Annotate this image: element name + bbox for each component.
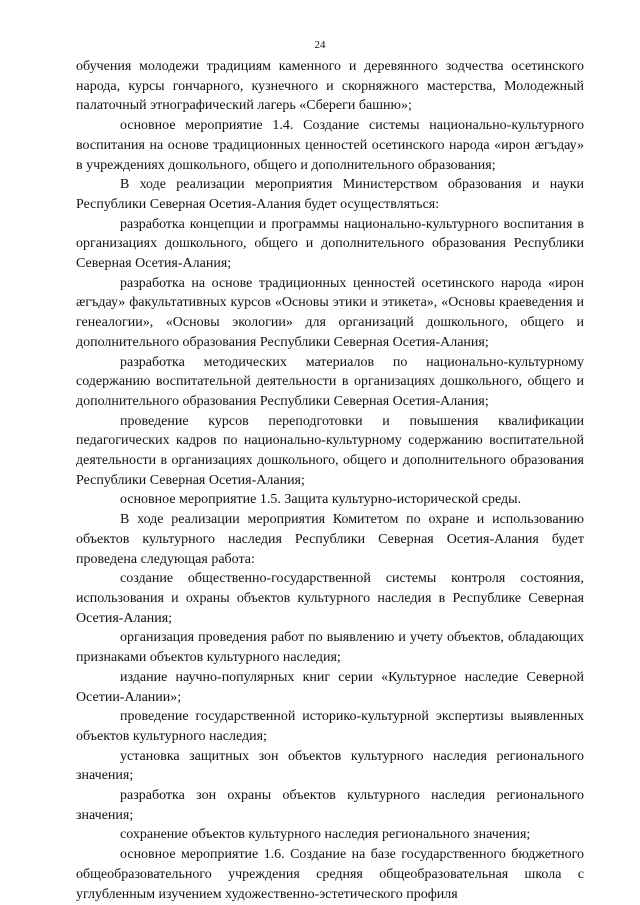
paragraph: основное мероприятие 1.5. Защита культурно-исторической среды.: [120, 492, 522, 508]
paragraph: издание научно-популярных книг серии «Культурное наследие Северной Осетии-Алании»;: [76, 669, 584, 705]
paragraph: основное мероприятие 1.6. Создание на базе государственного бюджетного общеобразовательного учреждения средняя общеобразовательная школа с углубленным изучением художественно-эстетического профиля: [76, 847, 584, 902]
paragraph: сохранение объектов культурного наследия регионального значения;: [120, 827, 531, 843]
paragraph: разработка концепции и программы национально-культурного воспитания в организациях дошкольного, общего и дополнительного образования Республики Северная Осетия-Алания;: [76, 216, 584, 272]
paragraph: проведение курсов переподготовки и повышения квалификации педагогических кадров по национально-культурному содержанию воспитательной деятельности в организациях дошкольного, общего и дополнительного образования Республики Северная Осетия-Алания;: [76, 413, 584, 488]
page-number: 24: [314, 39, 326, 51]
paragraph: В ходе реализации мероприятия Министерством образования и науки Республики Северная Осетия-Алания будет осуществляться:: [76, 177, 584, 212]
paragraph: установка защитных зон объектов культурного наследия регионального значения;: [76, 748, 584, 784]
paragraph: создание общественно-государственной системы контроля состояния, использования и охраны объектов культурного наследия в Республике Северная Осетия-Алания;: [76, 571, 584, 626]
paragraph: организация проведения работ по выявлению и учету объектов, обладающих признаками объектов культурного наследия;: [76, 630, 584, 666]
paragraph: разработка на основе традиционных ценностей осетинского народа «ирон ӕгъдау» факультативных курсов «Основы этики и этикета», «Основы краеведения и генеалогии», «Основы экологии» для организаций дошкольного, общего и дополнительного образования Республики Северная Осетия-Алания;: [76, 275, 584, 350]
document-body: [76, 57, 584, 904]
paragraph: разработка зон охраны объектов культурного наследия регионального значения;: [76, 788, 584, 823]
paragraph: проведение государственной историко-культурной экспертизы выявленных объектов культурного наследия;: [76, 709, 584, 744]
paragraph: разработка методических материалов по национально-культурному содержанию воспитательной деятельности в организациях дошкольного, общего и дополнительного образования Республики Северная Осетия-Алания;: [76, 354, 584, 409]
paragraph: основное мероприятие 1.4. Создание системы национально-культурного воспитания на основе традиционных ценностей осетинского народа «ирон ӕгъдау» в учреждениях дошкольного, общего и дополнительного образования;: [76, 118, 584, 173]
paragraph: В ходе реализации мероприятия Комитетом по охране и использованию объектов культурного наследия Республики Северная Осетия-Алания будет проведена следующая работа:: [76, 512, 584, 567]
paragraph: обучения молодежи традициям каменного и деревянного зодчества осетинского народа, курсы гончарного, кузнечного и скорняжного мастерства, Молодежный палаточный этнографический лагерь «Сбереги башню»;: [76, 59, 584, 114]
